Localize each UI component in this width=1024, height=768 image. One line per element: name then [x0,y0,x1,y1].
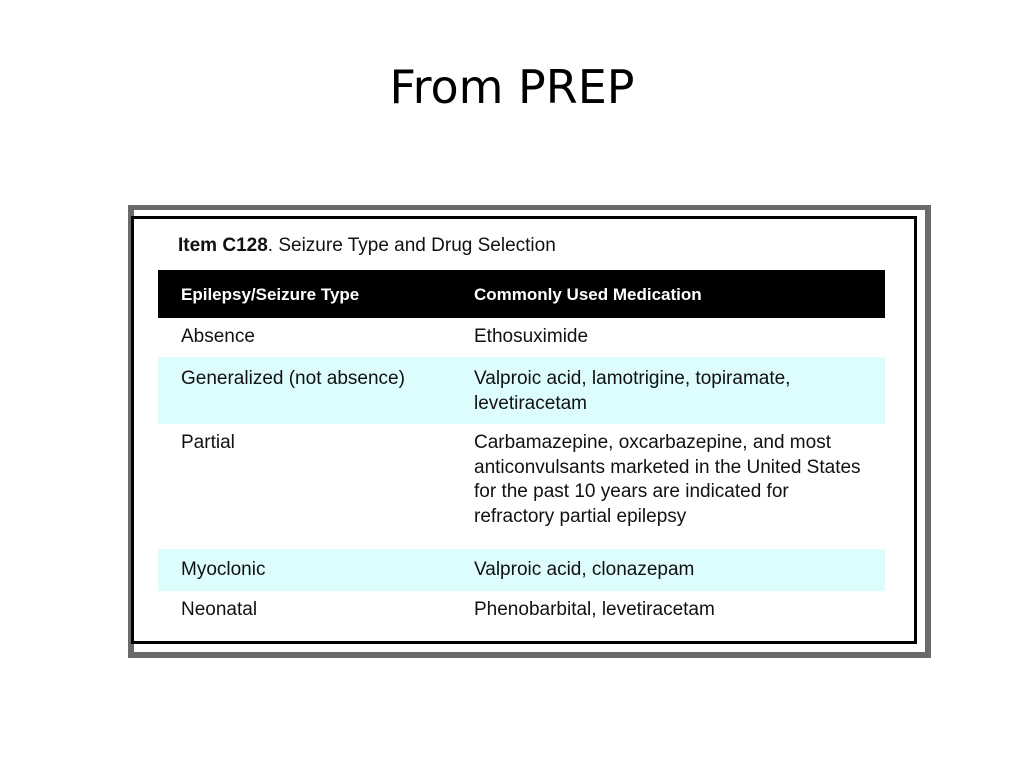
seizure-drug-table [158,270,885,631]
caption-text: . Seizure Type and Drug Selection [267,235,556,256]
header-medication: Commonly Used Medication [474,285,702,304]
slide-title: From PREP [389,60,635,114]
table-row [158,357,885,424]
medication-cell: Phenobarbital, levetiracetam [474,599,715,620]
seizure-type-cell: Absence [181,326,255,347]
caption-item-label: Item C128 [178,235,268,256]
seizure-type-cell: Myoclonic [181,559,266,580]
medication-cell: Valproic acid, clonazepam [474,559,695,580]
seizure-type-cell: Generalized (not absence) [181,368,405,389]
header-seizure-type: Epilepsy/Seizure Type [181,285,360,304]
table-row [158,591,885,631]
table-caption [178,235,556,257]
table-row [158,424,885,549]
seizure-type-cell: Neonatal [181,599,258,620]
medication-cell: Ethosuximide [474,326,589,347]
table-header-row [158,270,885,318]
medication-cell: Carbamazepine, oxcarbazepine, and most anticonvulsants marketed in the United States for the past 10 years are indicated for refractory partial epilepsy [474,432,861,527]
medication-cell: Valproic acid, lamotrigine, topiramate, levetiracetam [474,368,791,414]
table-row [158,318,885,357]
seizure-type-cell: Partial [181,432,235,453]
table-row [158,549,885,591]
